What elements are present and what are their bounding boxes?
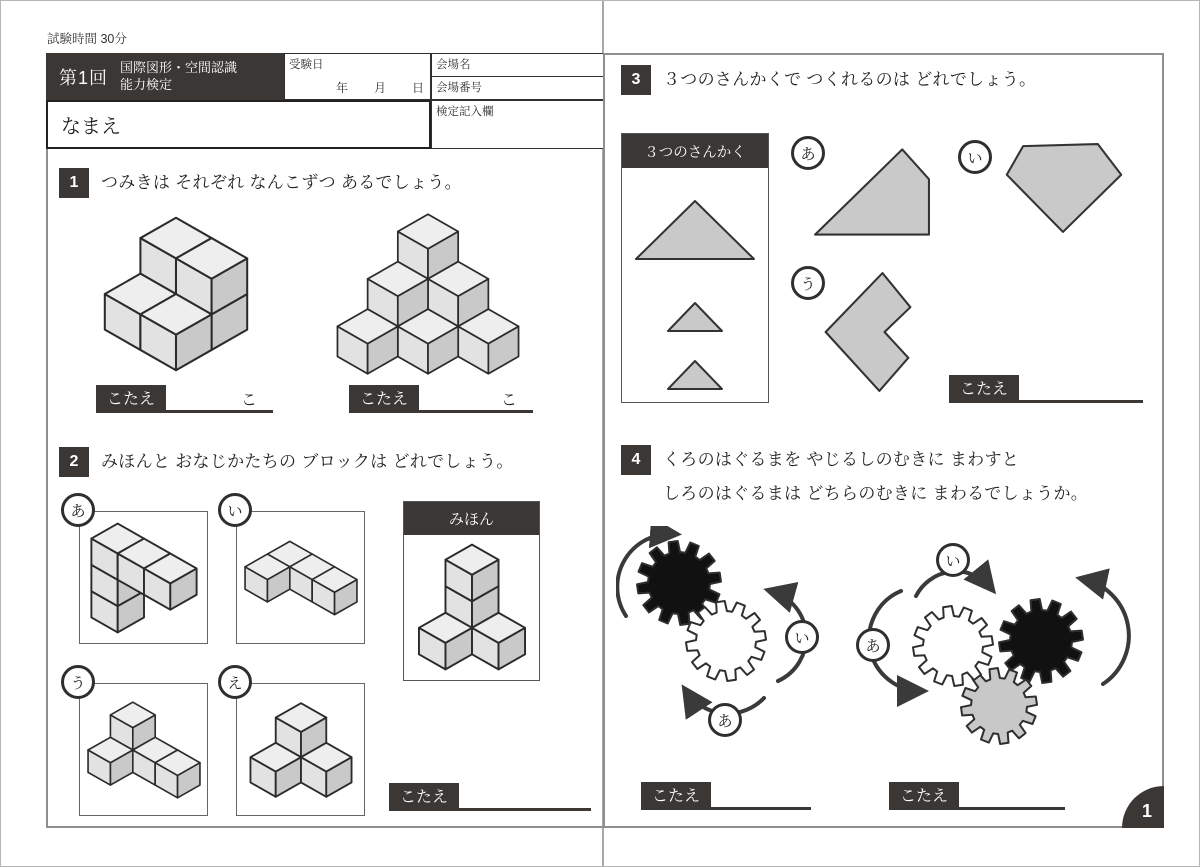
- q2-option-blocks-e: [247, 696, 355, 804]
- q2-option-box-i: [236, 511, 365, 644]
- q2-sample-label: みほん: [404, 502, 539, 535]
- entry-column-field: 検定記入欄: [431, 100, 604, 149]
- unit-suffix: こ: [240, 392, 257, 409]
- q4-text-line2: しろのはぐるまは どちらのむきに まわるでしょうか。: [663, 484, 1089, 503]
- answer-blank: [959, 773, 1065, 810]
- q4-answer-1: [641, 776, 811, 810]
- q2-option-label-i: い: [218, 493, 252, 527]
- page-number: 1: [1122, 786, 1164, 828]
- exam-title: 国際図形・空間認識 能力検定: [120, 59, 238, 92]
- answer-blank: [1019, 366, 1143, 403]
- q4-answer-2: [889, 776, 1065, 810]
- exam-title-cell: [46, 53, 284, 100]
- q1-number: 1: [59, 168, 89, 198]
- answer-label: こたえ: [96, 385, 166, 413]
- q2-option-blocks-i: [242, 528, 360, 628]
- q3-panel-label: ３つのさんかく: [622, 134, 768, 168]
- q2-number: 2: [59, 447, 89, 477]
- q2-option-label-a: あ: [61, 493, 95, 527]
- answer-label: こたえ: [641, 782, 711, 810]
- q4-right-label-i: い: [936, 543, 970, 577]
- q2-option-blocks-u: [85, 694, 203, 806]
- q4-right-label-a: あ: [856, 628, 890, 662]
- white-gear: [686, 601, 766, 681]
- answer-blank: [711, 773, 811, 810]
- black-gear-rotation-arrow: [1083, 579, 1129, 684]
- unit-suffix: こ: [500, 392, 517, 409]
- q2-sample-blocks: [413, 541, 531, 673]
- q3-option-shape-u: [823, 271, 913, 393]
- venue-name-field: 会場名: [431, 53, 604, 77]
- black-gear: [999, 599, 1083, 683]
- answer-blank: [166, 376, 273, 413]
- q3-answer: [949, 369, 1143, 403]
- q3-triangles-panel: [621, 133, 769, 403]
- exam-time: 試験時間 30分: [47, 32, 127, 46]
- white-gear: [913, 606, 993, 686]
- q4-number: 4: [621, 445, 651, 475]
- q4-text-line1: くろのはぐるまを やじるしのむきに まわすと: [663, 450, 1020, 469]
- q2-option-label-e: え: [218, 665, 252, 699]
- exam-round: 第1回: [59, 67, 109, 88]
- q2-answer: [389, 777, 591, 811]
- q1-answer-2: [349, 379, 533, 413]
- q3-panel-triangles: [629, 171, 761, 397]
- q3-option-shape-a: [813, 147, 931, 237]
- exam-date-field: [284, 53, 431, 100]
- answer-blank: [419, 376, 533, 413]
- q2-option-blocks-a: [86, 520, 202, 636]
- q3-text: ３つのさんかくで つくれるのは どれでしょう。: [663, 70, 1037, 89]
- q4-gear-group-right: [856, 526, 1156, 761]
- q3-option-label-i: い: [958, 140, 992, 174]
- date-units: 年 月 日: [335, 81, 424, 95]
- q3-option-label-u: う: [791, 266, 825, 300]
- answer-label: こたえ: [889, 782, 959, 810]
- q2-option-label-u: う: [61, 665, 95, 699]
- venue-number-field: 会場番号: [431, 76, 604, 100]
- q3-number: 3: [621, 65, 651, 95]
- answer-label: こたえ: [349, 385, 419, 413]
- q1-answer-1: [96, 379, 273, 413]
- q3-option-shape-i: [1004, 142, 1124, 234]
- q2-sample-box: [403, 501, 540, 681]
- q2-option-box-e: [236, 683, 365, 816]
- q3-option-label-a: あ: [791, 136, 825, 170]
- q1-block-figure-1: [101, 213, 251, 375]
- exam-date-label: 受験日: [289, 59, 324, 71]
- q2-text: みほんと おなじかたちの ブロックは どれでしょう。: [101, 452, 514, 471]
- q2-option-box-a: [79, 511, 208, 644]
- q1-text: つみきは それぞれ なんこずつ あるでしょう。: [101, 173, 462, 192]
- q2-option-box-u: [79, 683, 208, 816]
- answer-label: こたえ: [949, 375, 1019, 403]
- header-table: [46, 53, 604, 149]
- answer-blank: [459, 774, 591, 811]
- q4-left-label-a: あ: [708, 703, 742, 737]
- q4-left-label-i: い: [785, 620, 819, 654]
- q1-block-figure-2: [319, 211, 537, 377]
- name-field: なまえ: [46, 100, 431, 149]
- answer-label: こたえ: [389, 783, 459, 811]
